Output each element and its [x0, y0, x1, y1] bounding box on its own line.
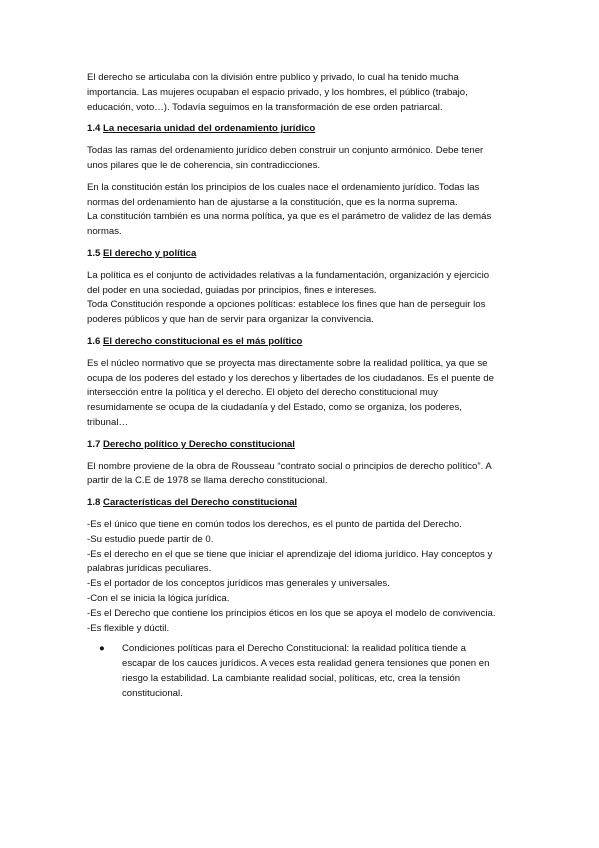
- text-line: -Es el Derecho que contiene los principios éticos en los que se apoya el modelo de convivencia.: [87, 607, 496, 619]
- intro-paragraph: [87, 71, 517, 115]
- section-title: El derecho constitucional es el más político: [103, 335, 303, 347]
- text-line: El derecho se articulaba con la división entre publico y privado, lo cual ha tenido mucha: [87, 72, 459, 83]
- text-line: -Su estudio puede partir de 0.: [87, 533, 214, 545]
- text-line: partir de la C.E de 1978 se llama derecho constitucional.: [87, 475, 328, 487]
- section-title: La necesaria unidad del ordenamiento jurídico: [103, 123, 316, 135]
- text-line: resumidamente se ocupa de la ciudadanía y del Estado, como se organiza, los poderes,: [87, 402, 462, 414]
- text-line: importancia. Las mujeres ocupaban el espacio privado, y los hombres, el público (trabajo,: [87, 86, 468, 98]
- text-line: -Es el portador de los conceptos jurídicos mas generales y universales.: [87, 578, 390, 590]
- text-line: poderes públicos y que han de servir para organizar la convivencia.: [87, 314, 374, 326]
- body-paragraph: [87, 357, 517, 431]
- text-line: Es el núcleo normativo que se proyecta mas directamente sobre la realidad política, ya que se: [87, 357, 488, 369]
- section-heading-1-7: [87, 438, 517, 453]
- body-paragraph: [87, 144, 517, 174]
- section-title: Derecho político y Derecho constitucional: [103, 438, 295, 450]
- text-line: -Es el derecho en el que se tiene que iniciar el aprendizaje del idioma jurídico. Hay conceptos y: [87, 548, 493, 560]
- list-item: [99, 642, 517, 701]
- body-paragraph: [87, 181, 517, 240]
- section-heading-1-5: [87, 247, 517, 262]
- body-paragraph: [87, 518, 517, 636]
- text-line: En la constitución están los principios de los cuales nace el ordenamiento jurídico. Todas las: [87, 181, 480, 193]
- section-number: 1.6: [87, 335, 101, 347]
- bullet-list: [87, 642, 517, 701]
- document-body: [87, 71, 517, 701]
- text-line: riesgo la estabilidad. La cambiante realidad social, políticas, etc, crea la tensión: [122, 672, 461, 684]
- section-number: 1.8: [87, 497, 101, 509]
- text-line: normas.: [87, 226, 122, 238]
- text-line: intersección entre la política y el derecho. El objeto del derecho constitucional muy: [87, 387, 438, 399]
- text-line: del poder en una sociedad, guiadas por principios, fines e intereses.: [87, 284, 377, 296]
- text-line: -Es el único que tiene en común todos los derechos, es el punto de partida del Derecho.: [87, 518, 462, 530]
- section-heading-1-8: [87, 496, 517, 511]
- text-line: -Con el se inicia la lógica jurídica.: [87, 592, 230, 604]
- text-line: palabras jurídicas peculiares.: [87, 563, 212, 575]
- text-line: normas del ordenamiento han de ajustarse a la constitución, que es la norma suprema.: [87, 196, 458, 208]
- text-line: unos pilares que le de coherencia, sin contradicciones.: [87, 159, 321, 171]
- text-line: constitucional.: [122, 687, 183, 699]
- text-line: Condiciones políticas para el Derecho Constitucional: la realidad política tiende a: [122, 643, 466, 655]
- section-title: El derecho y política: [103, 247, 197, 259]
- text-line: Toda Constitución responde a opciones políticas: establece los fines que han de perseguir los: [87, 299, 486, 311]
- section-heading-1-6: [87, 335, 517, 350]
- text-line: tribunal…: [87, 416, 129, 428]
- section-number: 1.5: [87, 247, 101, 259]
- text-line: ocupa de los poderes del estado y los derechos y libertades de los ciudadanos. Es el puente de: [87, 372, 494, 384]
- section-heading-1-4: [87, 122, 517, 137]
- section-number: 1.4: [87, 123, 101, 135]
- text-line: educación, voto…). Todavía seguimos en la transformación de ese orden patriarcal.: [87, 101, 443, 113]
- text-line: escapar de los cauces jurídicos. A veces esta realidad genera tensiones que ponen en: [122, 658, 490, 670]
- text-line: La política es el conjunto de actividades relativas a la fundamentación, organización y ejercicio: [87, 269, 490, 281]
- section-number: 1.7: [87, 438, 101, 450]
- text-line: La constitución también es una norma política, ya que es el parámetro de validez de las demás: [87, 211, 492, 223]
- section-title: Características del Derecho constitucional: [103, 497, 298, 509]
- body-paragraph: [87, 269, 517, 328]
- bullet-icon: ●: [99, 643, 105, 655]
- body-paragraph: [87, 460, 517, 490]
- text-line: El nombre proviene de la obra de Rousseau “contrato social o principios de derecho político”. A: [87, 460, 492, 472]
- text-line: Todas las ramas del ordenamiento jurídico deben construir un conjunto armónico. Debe tener: [87, 145, 484, 157]
- text-line: -Es flexible y dúctil.: [87, 622, 170, 634]
